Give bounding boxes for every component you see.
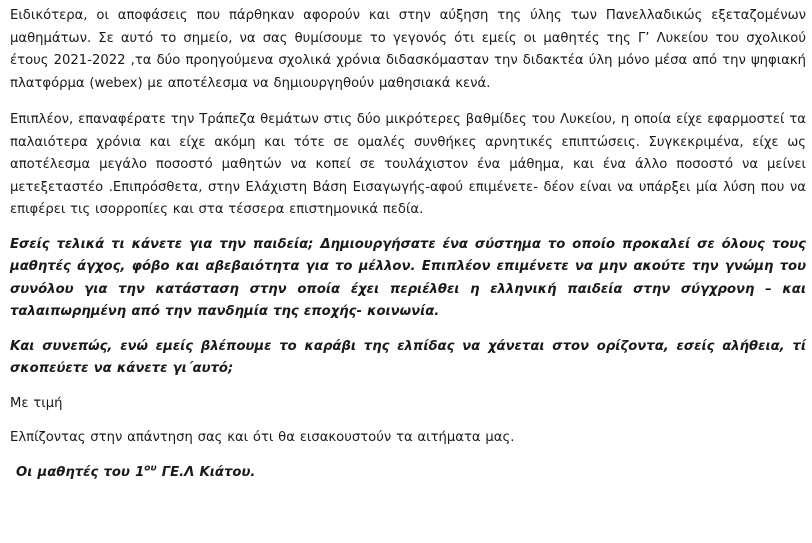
signature-ordinal: ου	[144, 463, 157, 474]
closing-hope: Ελπίζοντας στην απάντηση σας και ότι θα εισακουστούν τα αιτήματα μας.	[10, 430, 515, 445]
paragraph-syllabus: Ειδικότερα, οι αποφάσεις που πάρθηκαν αφορούν και στην αύξηση της ύλης των Πανελλαδικώς εξεταζομένων μαθημάτων. Σε αυτό το σημείο, να σας θυμίσουμε το γεγονός ότι εμείς οι μαθητές της Γ’ Λυκείου του σχολικού έτους 2021-2022 ,τα δύο προηγούμενα σχολικά χρόνια διδασκόμασταν την διδακτέα ύλη μόνο μέσα από την ψηφιακή πλατφόρμα (webex) με αποτέλεσμα να δημιουργηθούν μαθησιακά κενά.	[10, 8, 806, 91]
paragraph-hope-question: Και συνεπώς, ενώ εμείς βλέπουμε το καράβι της ελπίδας να χάνεται στον ορίζοντα, εσείς αλήθεια, τί σκοπεύετε να κάνετε γι΄αυτό;	[10, 338, 806, 376]
closing-regards: Με τιμή	[10, 395, 63, 411]
paragraph-education-criticism: Εσείς τελικά τι κάνετε για την παιδεία; Δημιουργήσατε ένα σύστημα το οποίο προκαλεί σε όλους τους μαθητές άγχος, φόβο και αβεβαιότητα για το μέλλον. Επιπλέον επιμένετε να μην ακούτε την γνώμη του συνόλου για την κατάσταση στην οποία έχει περιέλθει η ελληνική παιδεία στην σύγχρονη – και ταλαιπωρημένη από την πανδημία της εποχής- κοινωνία.	[10, 236, 806, 319]
paragraph-question-bank: Επιπλέον, επαναφέρατε την Τράπεζα θεμάτων στις δύο μικρότερες βαθμίδες του Λυκείου, η οποία είχε εφαρμοστεί τα παλαιότερα χρόνια και είχε ακόμη και τότε σε ομαλές συνθήκες αρνητικές επιπτώσεις. Συγκεκριμένα, είχε ως αποτέλεσμα μεγάλο ποσοστό μαθητών να κοπεί σε τουλάχιστον ένα μάθημα, και ένα άλλο ποσοστό να μείνει μετεξεταστέο .Επιπρόσθετα, στην Ελάχιστη Βάση Εισαγωγής-αφού επιμένετε- δέον είναι να υπάρξει μία λύση που να επιφέρει τις ισορροπίες και στα τέσσερα επιστημονικά πεδία.	[10, 112, 806, 217]
signature	[10, 462, 806, 485]
letter-body	[10, 0, 806, 484]
signature-suffix: ΓΕ.Λ Κιάτου.	[156, 464, 256, 480]
signature-prefix: Οι μαθητές του 1	[16, 464, 145, 480]
